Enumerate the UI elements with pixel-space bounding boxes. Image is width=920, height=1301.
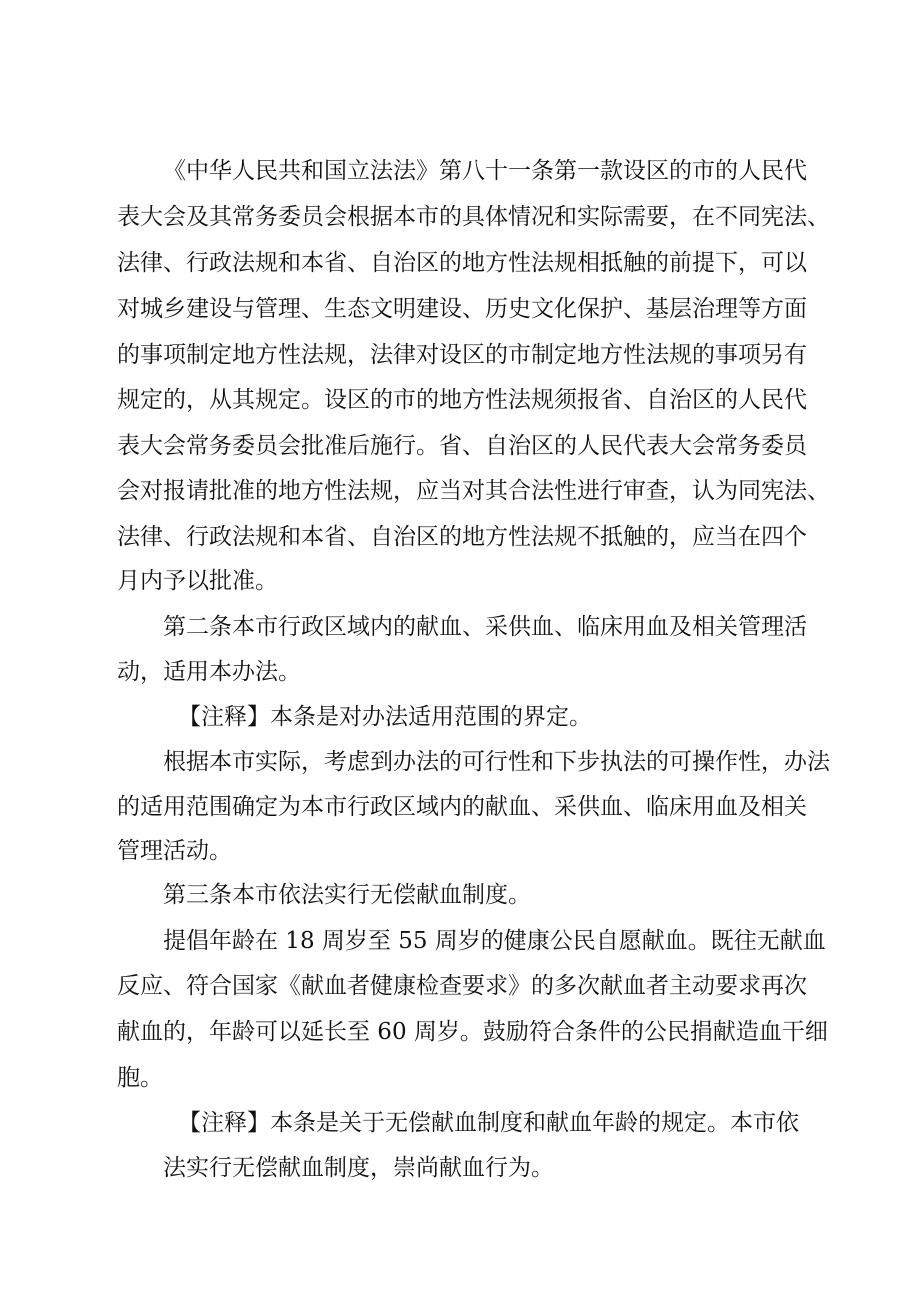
text-line: 法实行无偿献血制度，崇尚献血行为。 <box>163 1155 554 1181</box>
text-line: 《中华人民共和国立法法》第八十一条第一款设区的市的人民代 <box>163 158 807 184</box>
text-line: 【注释】本条是关于无偿献血制度和献血年龄的规定。本市依 <box>178 1110 799 1136</box>
text-line: 胞。 <box>117 1065 163 1091</box>
text-line: 表大会及其常务委员会根据本市的具体情况和实际需要，在不同宪法、 <box>117 204 830 230</box>
text-line: 反应、符合国家《献血者健康检查要求》的多次献血者主动要求再次 <box>117 973 807 999</box>
text-line: 法律、行政法规和本省、自治区的地方性法规相抵触的前提下，可以 <box>117 250 807 276</box>
text-line: 根据本市实际，考虑到办法的可行性和下步执法的可操作性，办法 <box>163 749 830 775</box>
text-line: 会对报请批准的地方性法规，应当对其合法性进行审查，认为同宪法、 <box>117 478 830 504</box>
text-line: 表大会常务委员会批准后施行。省、自治区的人民代表大会常务委员 <box>117 433 807 459</box>
text-line: 对城乡建设与管理、生态文明建设、历史文化保护、基层治理等方面 <box>117 296 807 322</box>
text-line: 的事项制定地方性法规，法律对设区的市制定地方性法规的事项另有 <box>117 342 807 368</box>
text-line: 的适用范围确定为本市行政区域内的献血、采供血、临床用血及相关 <box>117 794 807 820</box>
text-line: 管理活动。 <box>117 838 232 864</box>
text-line: 规定的，从其规定。设区的市的地方性法规须报省、自治区的人民代 <box>117 387 807 413</box>
text-line: 献血的，年龄可以延长至 60 周岁。鼓励符合条件的公民捐献造血干细 <box>117 1019 828 1045</box>
text-line: 第三条本市依法实行无偿献血制度。 <box>163 882 531 908</box>
text-line: 【注释】本条是对办法适用范围的界定。 <box>178 704 592 730</box>
text-line: 提倡年龄在 18 周岁至 55 周岁的健康公民自愿献血。既往无献血 <box>163 928 826 954</box>
text-line: 法律、行政法规和本省、自治区的地方性法规不抵触的，应当在四个 <box>117 524 807 550</box>
text-line: 第二条本市行政区域内的献血、采供血、临床用血及相关管理活 <box>163 614 807 640</box>
text-line: 动，适用本办法。 <box>117 659 301 685</box>
text-line: 月内予以批准。 <box>117 568 278 594</box>
